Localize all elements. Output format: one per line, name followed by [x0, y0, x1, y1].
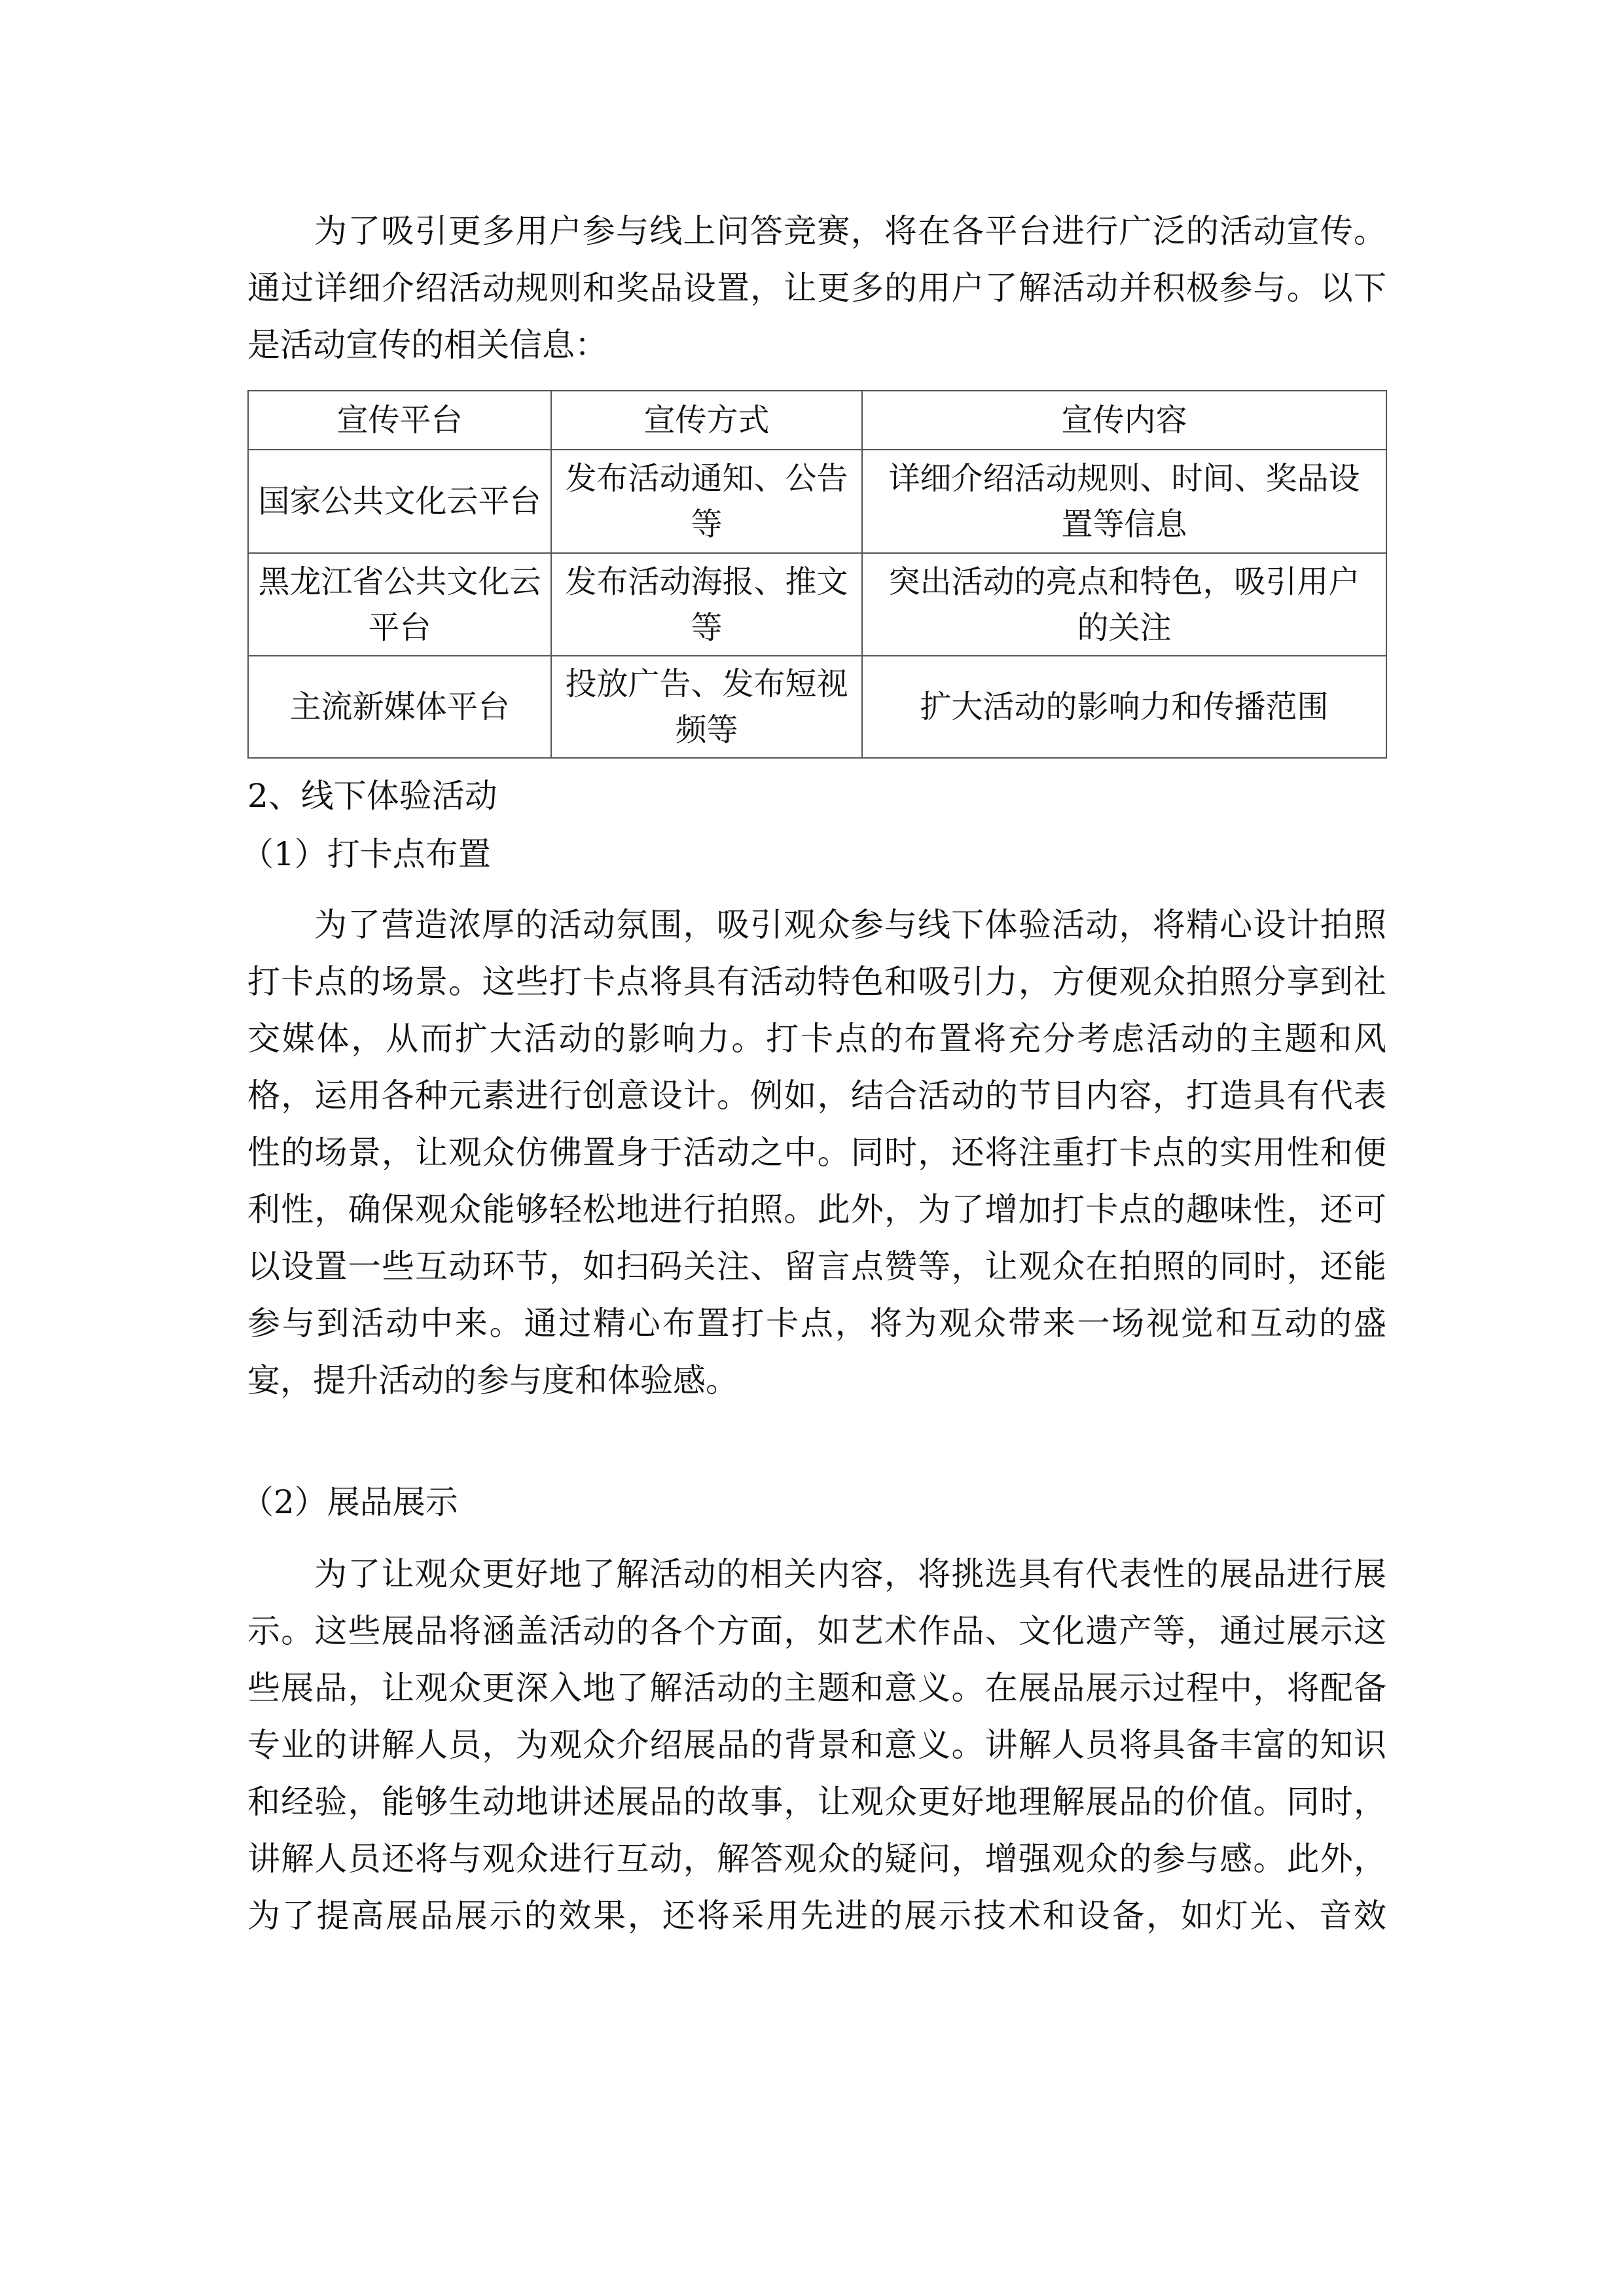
- cell-text-line: 黑龙江省公共文化云: [258, 563, 541, 600]
- table-row: [248, 450, 1386, 553]
- text-line: 宴，提升活动的参与度和体验感。: [247, 1361, 738, 1399]
- intro-paragraph: [247, 203, 1386, 374]
- text-line: 专业的讲解人员，为观众介绍展品的背景和意义。讲解人员将具备丰富的知识: [247, 1726, 1386, 1764]
- checkin-paragraph: [247, 897, 1386, 1409]
- text-line: 讲解人员还将与观众进行互动，解答观众的疑问，增强观众的参与感。此外，: [247, 1840, 1386, 1878]
- cell-text-line: 频等: [675, 711, 738, 748]
- text-line: 性的场景，让观众仿佛置身于活动之中。同时，还将注重打卡点的实用性和便: [247, 1134, 1386, 1172]
- table-cell: [862, 553, 1386, 656]
- text-line: 格，运用各种元素进行创意设计。例如，结合活动的节目内容，打造具有代表: [247, 1077, 1386, 1115]
- table-row: [248, 656, 1386, 758]
- cell-text-line: 等: [691, 506, 723, 543]
- text-line: 参与到活动中来。通过精心布置打卡点，将为观众带来一场视觉和互动的盛: [247, 1304, 1386, 1342]
- text-line: 以设置一些互动环节，如扫码关注、留言点赞等，让观众在拍照的同时，还能: [247, 1247, 1386, 1285]
- cell-text-line: 突出活动的亮点和特色，吸引用户: [888, 563, 1360, 600]
- text-line: 为了提高展品展示的效果，还将采用先进的展示技术和设备，如灯光、音效: [247, 1897, 1386, 1935]
- column-header: 宣传内容: [862, 391, 1386, 450]
- cell-text-line: 的关注: [1077, 609, 1172, 646]
- text-line: 为了让观众更好地了解活动的相关内容，将挑选具有代表性的展品进行展: [314, 1555, 1386, 1593]
- section-heading: 2、线下体验活动: [247, 777, 497, 815]
- text-line: 些展品，让观众更深入地了解活动的主题和意义。在展品展示过程中，将配备: [247, 1669, 1386, 1707]
- table-cell: [862, 450, 1386, 553]
- subsection-heading-exhibits: （2）展品展示: [241, 1483, 458, 1521]
- cell-text-line: 发布活动海报、推文: [565, 563, 848, 600]
- text-line: 是活动宣传的相关信息：: [247, 326, 607, 364]
- cell-text-line: 主流新媒体平台: [289, 689, 510, 725]
- table-cell: [248, 450, 551, 553]
- cell-text-line: 平台: [368, 609, 431, 646]
- table-cell: [248, 656, 551, 758]
- promotion-table: [247, 390, 1387, 759]
- subsection-heading-checkin: （1）打卡点布置: [241, 835, 491, 873]
- text-line: 为了营造浓厚的活动氛围，吸引观众参与线下体验活动，将精心设计拍照: [314, 906, 1386, 944]
- cell-text-line: 国家公共文化云平台: [258, 483, 541, 520]
- text-line: 为了吸引更多用户参与线上问答竞赛，将在各平台进行广泛的活动宣传。: [314, 212, 1386, 250]
- cell-text-line: 等: [691, 609, 723, 646]
- table-cell: [551, 553, 862, 656]
- table-cell: [551, 656, 862, 758]
- text-line: 示。这些展品将涵盖活动的各个方面，如艺术作品、文化遗产等，通过展示这: [247, 1612, 1386, 1650]
- table-header-row: [248, 391, 1386, 450]
- table-cell: [862, 656, 1386, 758]
- text-line: 和经验，能够生动地讲述展品的故事，让观众更好地理解展品的价值。同时，: [247, 1783, 1386, 1821]
- cell-text-line: 详细介绍活动规则、时间、奖品设: [888, 460, 1360, 497]
- text-line: 打卡点的场景。这些打卡点将具有活动特色和吸引力，方便观众拍照分享到社: [247, 963, 1386, 1001]
- table-row: [248, 553, 1386, 656]
- text-line: 通过详细介绍活动规则和奖品设置，让更多的用户了解活动并积极参与。以下: [247, 269, 1386, 307]
- text-line: 利性，确保观众能够轻松地进行拍照。此外，为了增加打卡点的趣味性，还可: [247, 1191, 1386, 1229]
- table-cell: [551, 450, 862, 553]
- cell-text-line: 投放广告、发布短视: [565, 666, 848, 702]
- cell-text-line: 发布活动通知、公告: [565, 460, 848, 497]
- table-cell: [248, 553, 551, 656]
- cell-text-line: 扩大活动的影响力和传播范围: [920, 689, 1329, 725]
- column-header: 宣传方式: [551, 391, 862, 450]
- cell-text-line: 置等信息: [1061, 506, 1187, 543]
- text-line: 交媒体，从而扩大活动的影响力。打卡点的布置将充分考虑活动的主题和风: [247, 1020, 1386, 1058]
- exhibits-paragraph: [247, 1546, 1386, 1945]
- column-header: 宣传平台: [248, 391, 551, 450]
